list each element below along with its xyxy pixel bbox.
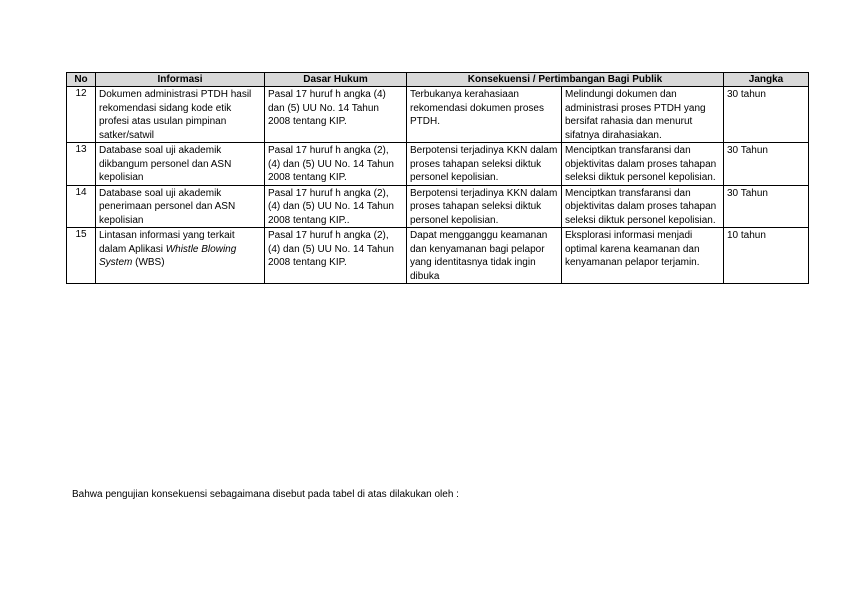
row-konsekuensi: Berpotensi terjadinya KKN dalam proses tahapan seleksi diktuk personel kepolisian. <box>407 185 562 228</box>
row-informasi-italic: Whistle Blowing System <box>99 243 237 268</box>
row-pertimbangan: Menciptkan transfaransi dan objektivitas dalam proses tahapan seleksi diktuk personel kepolisian. <box>562 185 724 228</box>
row-informasi-prefix: Lintasan informasi yang terkait dalam Aplikasi <box>99 230 235 255</box>
row-konsekuensi: Terbukanya kerahasiaan rekomendasi dokumen proses PTDH. <box>407 87 562 143</box>
table-row <box>67 143 809 186</box>
table-row <box>67 185 809 228</box>
header-konsekuensi: Konsekuensi / Pertimbangan Bagi Publik <box>407 73 724 87</box>
table-row <box>67 87 809 143</box>
footer-paragraph: Bahwa pengujian konsekuensi sebagaimana disebut pada tabel di atas dilakukan oleh : <box>72 489 459 500</box>
header-informasi: Informasi <box>96 73 265 87</box>
row-no: 14 <box>67 185 96 228</box>
row-pertimbangan: Menciptkan transfaransi dan objektivitas dalam proses tahapan seleksi diktuk personel kepolisian. <box>562 143 724 186</box>
row-no: 12 <box>67 87 96 143</box>
row-informasi: Database soal uji akademik dikbangum personel dan ASN kepolisian <box>96 143 265 186</box>
information-exemption-table <box>66 72 809 284</box>
header-dasar-hukum: Dasar Hukum <box>265 73 407 87</box>
row-informasi: Dokumen administrasi PTDH hasil rekomendasi sidang kode etik profesi atas usulan pimpinan satker/satwil <box>96 87 265 143</box>
header-no: No <box>67 73 96 87</box>
table-row <box>67 228 809 284</box>
row-no: 13 <box>67 143 96 186</box>
row-dasar-hukum: Pasal 17 huruf h angka (2), (4) dan (5) UU No. 14 Tahun 2008 tentang KIP.. <box>265 185 407 228</box>
row-konsekuensi: Berpotensi terjadinya KKN dalam proses tahapan seleksi diktuk personel kepolisian. <box>407 143 562 186</box>
row-dasar-hukum: Pasal 17 huruf h angka (2), (4) dan (5) UU No. 14 Tahun 2008 tentang KIP. <box>265 143 407 186</box>
row-jangka: 30 tahun <box>724 87 809 143</box>
header-jangka: Jangka <box>724 73 809 87</box>
row-informasi <box>96 228 265 284</box>
row-dasar-hukum: Pasal 17 huruf h angka (4) dan (5) UU No. 14 Tahun 2008 tentang KIP. <box>265 87 407 143</box>
row-konsekuensi: Dapat mengganggu keamanan dan kenyamanan bagi pelapor yang identitasnya tidak ingin dibuka <box>407 228 562 284</box>
row-jangka: 30 Tahun <box>724 185 809 228</box>
row-pertimbangan: Eksplorasi informasi menjadi optimal karena keamanan dan kenyamanan pelapor terjamin. <box>562 228 724 284</box>
row-informasi-suffix: (WBS) <box>132 257 165 268</box>
table-header-row <box>67 73 809 87</box>
row-no: 15 <box>67 228 96 284</box>
row-jangka: 10 tahun <box>724 228 809 284</box>
row-informasi: Database soal uji akademik penerimaan personel dan ASN kepolisian <box>96 185 265 228</box>
row-dasar-hukum: Pasal 17 huruf h angka (2), (4) dan (5) UU No. 14 Tahun 2008 tentang KIP. <box>265 228 407 284</box>
row-pertimbangan: Melindungi dokumen dan administrasi proses PTDH yang bersifat rahasia dan menurut sifatnya dirahasiakan. <box>562 87 724 143</box>
row-jangka: 30 Tahun <box>724 143 809 186</box>
